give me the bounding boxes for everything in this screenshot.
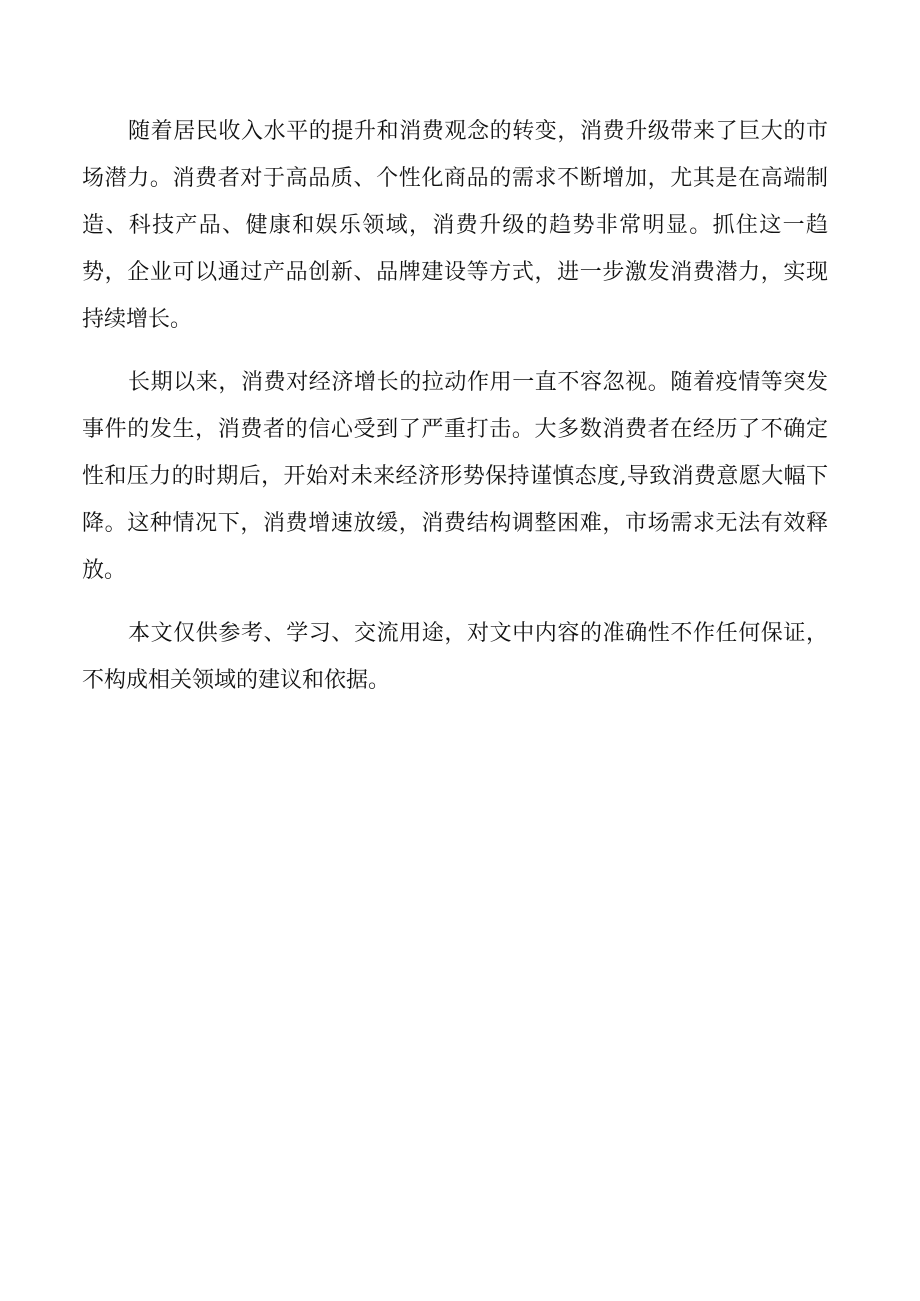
document-body xyxy=(82,108,828,704)
paragraph-consumption-decline: 长期以来，消费对经济增长的拉动作用一直不容忽视。随着疫情等突发事件的发生，消费者的信心受到了严重打击。大多数消费者在经历了不确定性和压力的时期后，开始对未来经济形势保持谨慎态度,导致消费意愿大幅下降。这种情况下，消费增速放缓，消费结构调整困难，市场需求无法有效释放。 xyxy=(82,370,828,583)
paragraph-disclaimer: 本文仅供参考、学习、交流用途，对文中内容的准确性不作任何保证，不构成相关领域的建议和依据。 xyxy=(82,621,828,693)
paragraph-consumption-upgrade: 随着居民收入水平的提升和消费观念的转变，消费升级带来了巨大的市场潜力。消费者对于高品质、个性化商品的需求不断增加，尤其是在高端制造、科技产品、健康和娱乐领域，消费升级的趋势非常明显。抓住这一趋势，企业可以通过产品创新、品牌建设等方式，进一步激发消费潜力，实现持续增长。 xyxy=(82,119,828,332)
